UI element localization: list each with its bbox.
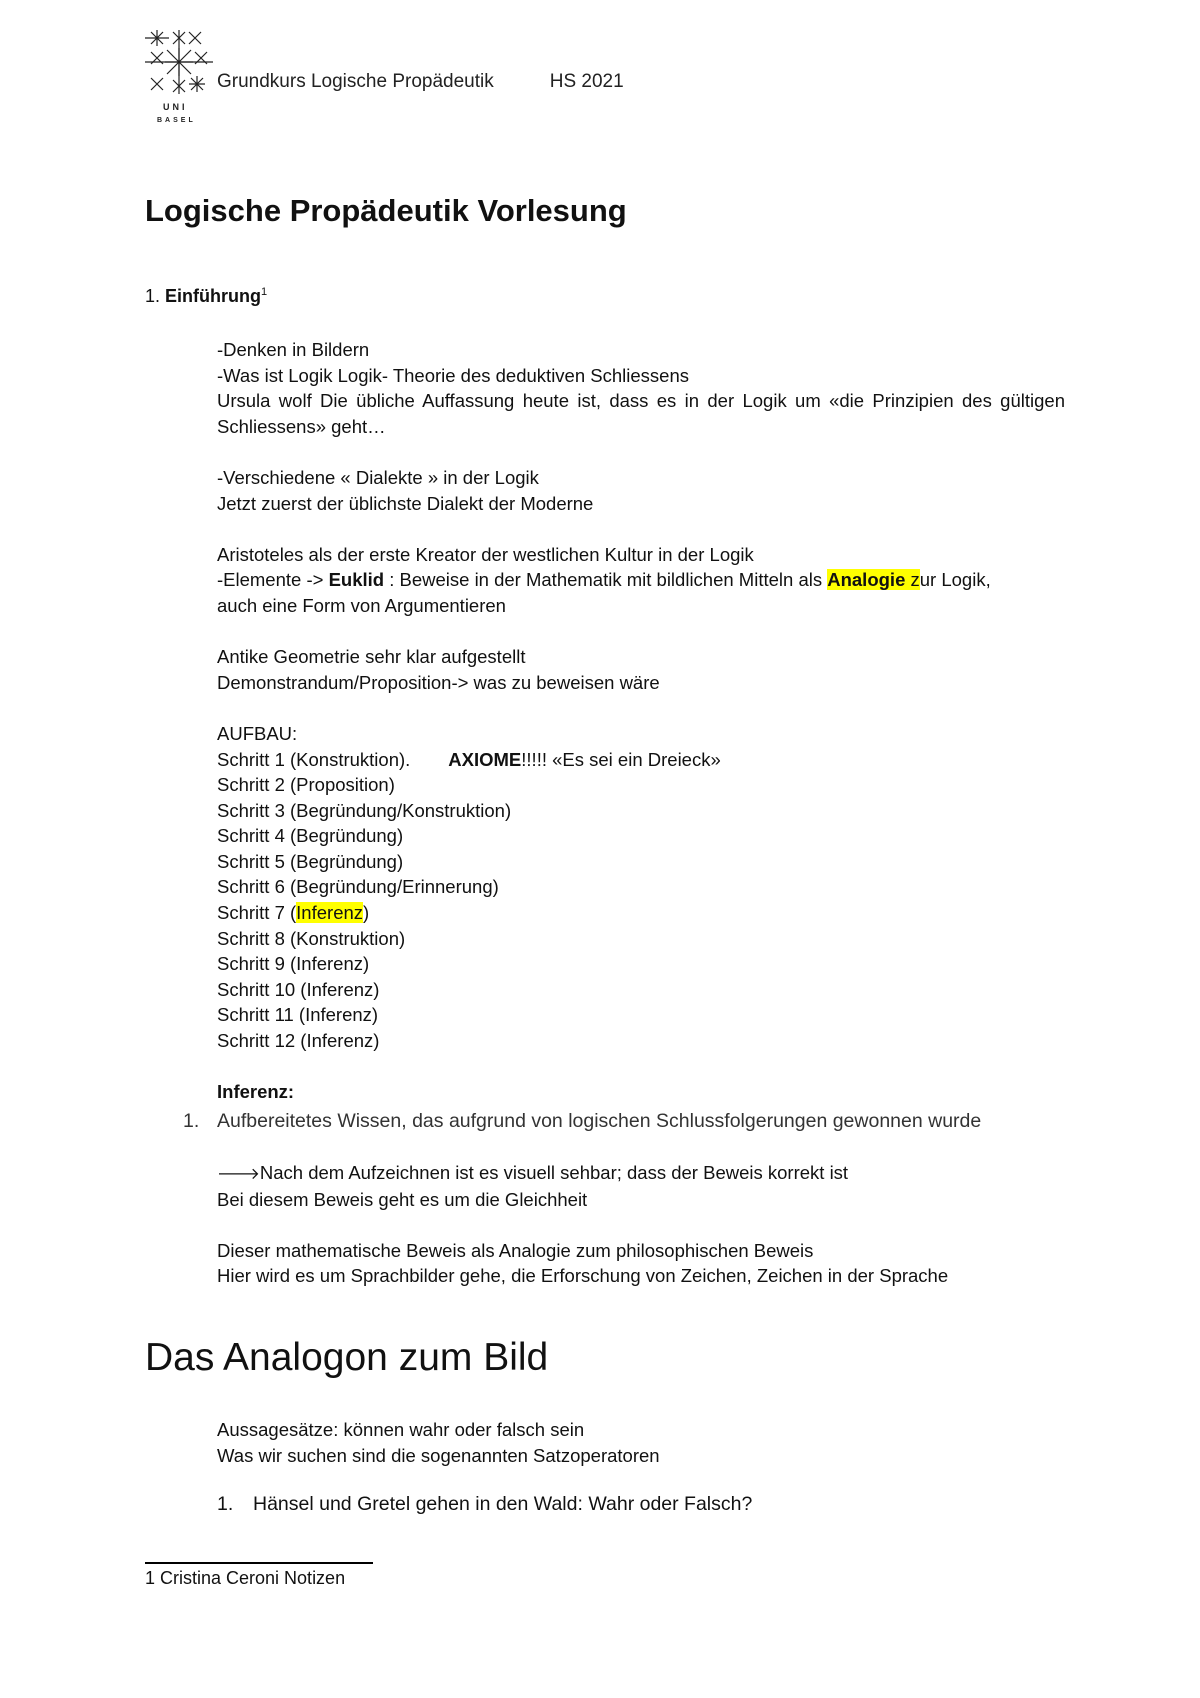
logo-mark-icon — [143, 28, 217, 124]
text-line: Demonstrandum/Proposition-> was zu beweisen wäre — [217, 671, 660, 693]
document-title: Logische Propädeutik Vorlesung — [145, 193, 627, 228]
euklid-term: Euklid — [328, 569, 385, 591]
step-line: Schritt 11 (Inferenz) — [217, 1004, 379, 1026]
text-line: Antike Geometrie sehr klar aufgestellt — [217, 646, 526, 668]
text-line: Aussagesätze: können wahr oder falsch sein — [217, 1419, 585, 1440]
aufbau-label: AUFBAU: — [217, 722, 298, 744]
step-line: Schritt 8 (Konstruktion) — [217, 927, 406, 949]
footnote-ref: 1 — [261, 286, 268, 298]
arrow-right-icon: 🡒 — [217, 1164, 260, 1183]
text-line: Bei diesem Beweis geht es um die Gleichheit — [217, 1188, 588, 1210]
university-logo — [143, 28, 217, 124]
section-number: 1. — [145, 286, 161, 306]
section-heading-einfuehrung — [145, 286, 267, 307]
step-line: Schritt 1 (Konstruktion). AXIOME!!!!! «Es sei ein Dreieck» — [217, 748, 721, 770]
axiome-term: AXIOME — [448, 748, 522, 770]
text-line: Hier wird es um Sprachbilder gehe, die Erforschung von Zeichen, Zeichen in der Sprache — [217, 1265, 949, 1287]
inferenz-heading: Inferenz: — [217, 1081, 295, 1103]
step-line: Schritt 5 (Begründung) — [217, 850, 404, 872]
list-number: 1. — [183, 1110, 200, 1132]
svg-text:UNI: UNI — [163, 102, 188, 112]
highlighted-analogie: Analogie — [827, 569, 906, 591]
step-line: Schritt 12 (Inferenz) — [217, 1030, 380, 1052]
text-line: -Denken in Bildern — [217, 339, 370, 360]
step-line: Schritt 9 (Inferenz) — [217, 953, 370, 975]
course-name: Grundkurs Logische Propädeutik — [217, 71, 494, 92]
text-line: Was wir suchen sind die sogenannten Satzoperatoren — [217, 1444, 660, 1466]
step-line: Schritt 6 (Begründung/Erinnerung) — [217, 876, 499, 898]
inferenz-block — [217, 1160, 1065, 1289]
text-line: -Verschiedene « Dialekte » in der Logik — [217, 466, 539, 488]
text-line: Dieser mathematische Beweis als Analogie zum philosophischen Beweis — [217, 1239, 814, 1261]
section-heading-analogon: Das Analogon zum Bild — [145, 1336, 549, 1379]
section-title: Einführung — [165, 286, 262, 306]
text-line: -Was ist Logik Logik- Theorie des deduktiven Schliessens — [217, 364, 689, 386]
step-line: Schritt 3 (Begründung/Konstruktion) — [217, 799, 512, 821]
highlighted-inferenz: Inferenz — [296, 902, 364, 924]
step-line: Schritt 4 (Begründung) — [217, 825, 404, 847]
text-line-arrow: 🡒Nach dem Aufzeichnen ist es visuell sehbar; dass der Beweis korrekt ist — [217, 1162, 849, 1183]
list-number: 1. — [217, 1493, 234, 1515]
text-line: Aristoteles als der erste Kreator der westlichen Kultur in der Logik — [217, 543, 754, 565]
list-item-text: Hänsel und Gretel gehen in den Wald: Wahr oder Falsch? — [253, 1493, 753, 1515]
page-header — [217, 71, 624, 93]
step-line: Schritt 10 (Inferenz) — [217, 978, 380, 1000]
text-paragraph: Ursula wolf Die übliche Auffassung heute ist, dass es in der Logik um «die Prinzipien des gültigen Schliessens» geht… — [217, 390, 1065, 437]
analogon-list-item — [217, 1492, 752, 1518]
svg-text:BASEL: BASEL — [157, 117, 196, 124]
text-line-euklid: -Elemente -> Euklid : Beweise in der Mathematik mit bildlichen Mitteln als Analogie zur Logik, — [217, 569, 991, 591]
semester: HS 2021 — [549, 71, 624, 92]
inferenz-list-item — [183, 1109, 981, 1135]
analogon-block — [217, 1417, 1065, 1468]
text-line: Jetzt zuerst der üblichste Dialekt der Moderne — [217, 492, 594, 514]
step-line: Schritt 7 (Inferenz) — [217, 902, 370, 924]
list-item-text: Aufbereitetes Wissen, das aufgrund von logischen Schlussfolgerungen gewonnen wurde — [217, 1110, 982, 1132]
step-line: Schritt 2 (Proposition) — [217, 774, 395, 796]
text-line: auch eine Form von Argumentieren — [217, 594, 506, 616]
footnote: 1 Cristina Ceroni Notizen — [145, 1568, 346, 1588]
footnote-separator — [145, 1562, 373, 1564]
intro-block — [217, 337, 1065, 1105]
